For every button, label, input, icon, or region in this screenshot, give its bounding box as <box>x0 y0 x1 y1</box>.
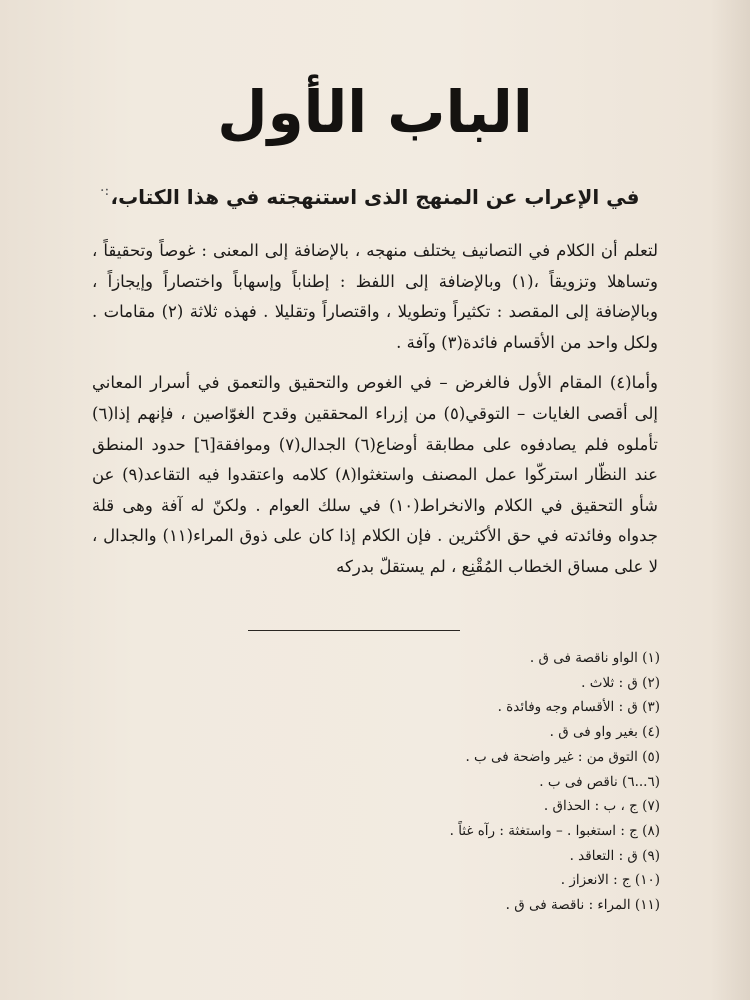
footnotes-list <box>90 646 660 918</box>
body-text <box>92 236 658 583</box>
footnote: (٧) ج ، ب : الحذاق . <box>543 798 660 815</box>
footnote: (٦...٦) ناقص فى ب . <box>539 773 660 790</box>
footnote-divider <box>248 630 460 631</box>
paragraph: لتعلم أن الكلام في التصانيف يختلف منهجه ، بالإضافة إلى المعنى : غوصاً وتحقيقاً ، وتساهلا وتزويقاً ،(١) وبالإضافة إلى اللفظ : إطناباً وإسهاباً واختصاراً وإيجازاً ، وبالإضافة إلى المقصد : تكثيراً وتطويلا ، واقتصاراً وتقليلا . فهذه ثلاثة (٢) مقامات . ولكل واحد من الأقسام فائدة(٣) وآفة . <box>92 241 658 352</box>
footnote: (٢) ق : ثلاث . <box>581 674 660 691</box>
margin-mark: ·: <box>100 183 110 199</box>
footnote: (١١) المراء : ناقصة فى ق . <box>505 897 660 914</box>
footnote: (٥) التوق من : غير واضحة فى ب . <box>465 748 660 765</box>
page-edge-shadow <box>710 0 750 1000</box>
footnote: (١٠) ج : الانعزاز . <box>560 872 660 889</box>
chapter-subtitle: في الإعراب عن المنهج الذى استنهجته في هذا الكتاب، <box>110 185 640 209</box>
paragraph: وأما(٤) المقام الأول فالغرض – في الغوص والتحقيق والتعمق في أسرار المعاني إلى أقصى الغايات – التوقي(٥) من إزراء المحققين وقدح الغوّاصين ، فإنهم إذا(٦) تأملوه فلم يصادفوه على مطابقة أوضاع(٦) الجدال(٧) وموافقة[٦] حدود المنطق عند النظّار استركّوا عمل المصنف واستغثوا(٨) كلامه واعتقدوا فيه التقاعد(٩) عن شأو التحقيق في الكلام والانخراط(١٠) في سلك العوام . ولكنّ له آفة وهى قلة جدواه وفائدته في حق الأكثرين . فإن الكلام إذا كان على ذوق المراء(١١) والجدال ، لا على مساق الخطاب المُقْنِع ، لم يستقلّ بدركه <box>92 373 659 576</box>
footnote: (٩) ق : التعاقد . <box>569 847 660 864</box>
footnote: (٣) ق : الأقسام وجه وفائدة . <box>497 699 660 716</box>
footnote: (١) الواو ناقصة فى ق . <box>529 650 660 666</box>
footnote: (٤) بغير واو فى ق . <box>549 724 660 741</box>
chapter-title: الباب الأول <box>217 78 533 146</box>
footnote: (٨) ج : استغبوا . – واستغثة : رآه غثاً . <box>449 822 660 839</box>
